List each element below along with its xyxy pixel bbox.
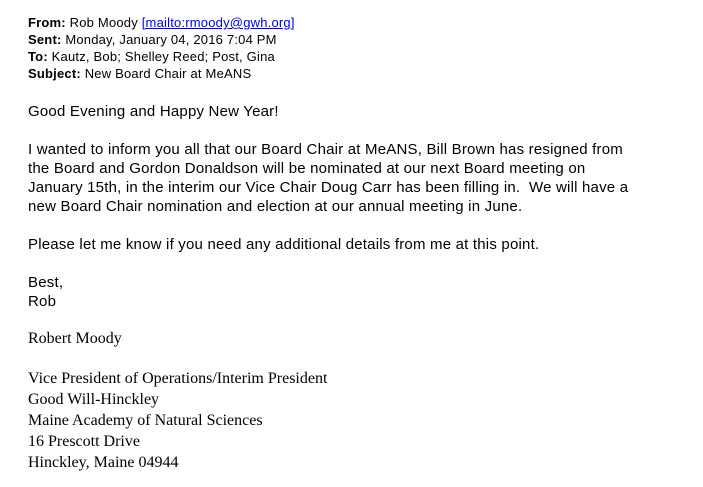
header-subject-line [28,65,683,82]
to-recipients: Kautz, Bob; Shelley Reed; Post, Gina [51,49,275,64]
sent-label: Sent: [28,32,62,47]
paragraph-line: new Board Chair nomination and election at our annual meeting in June. [28,198,523,215]
signature-details [28,368,683,473]
main-paragraph [28,140,683,216]
header-to-line [28,48,683,65]
signature-block [28,328,683,473]
signature-name: Robert Moody [28,330,122,347]
subject-label: Subject: [28,66,81,81]
header-from-line [28,14,683,31]
signoff-word: Best, [28,274,64,291]
from-sender-name: Rob Moody [69,15,138,30]
from-label: From: [28,15,66,30]
signature-school: Maine Academy of Natural Sciences [28,412,263,429]
signoff-name: Rob [28,293,57,310]
sent-value: Monday, January 04, 2016 7:04 PM [65,32,277,47]
signature-title: Vice President of Operations/Interim President [28,370,328,387]
to-label: To: [28,49,48,64]
paragraph-line: I wanted to inform you all that our Board Chair at MeANS, Bill Brown has resigned from [28,141,623,158]
email-header-block [28,14,683,82]
signoff-block [28,273,683,311]
signature-organization: Good Will-Hinckley [28,391,160,408]
paragraph-line: January 15th, in the interim our Vice Chair Doug Carr has been filling in. We will have a [28,179,629,196]
subject-value: New Board Chair at MeANS [84,66,252,81]
header-sent-line [28,31,683,48]
signature-address-street: 16 Prescott Drive [28,433,140,450]
email-body [28,102,683,311]
closing-line: Please let me know if you need any additional details from me at this point. [28,236,540,253]
mailto-link[interactable]: [mailto:rmoody@gwh.org] [141,15,295,30]
paragraph-line: the Board and Gordon Donaldson will be nominated at our next Board meeting on [28,160,586,177]
greeting-line: Good Evening and Happy New Year! [28,103,279,120]
signature-address-city: Hinckley, Maine 04944 [28,454,179,471]
